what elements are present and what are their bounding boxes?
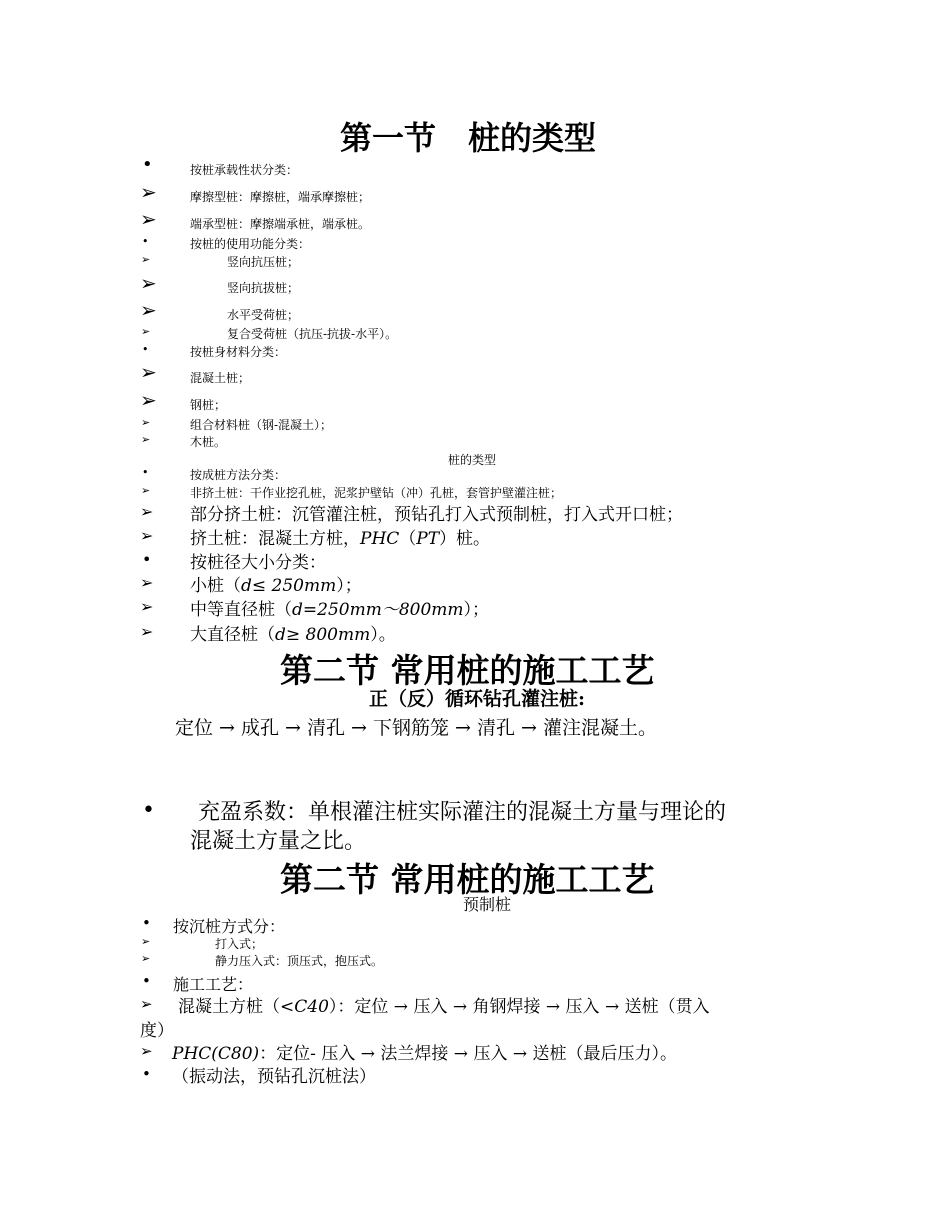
small-formula: d≤ 250mm [241, 576, 337, 596]
arrow-icon: ➢ [140, 526, 154, 545]
arrow-icon: ➢ [141, 484, 151, 497]
center-caption: 桩的类型 [448, 453, 497, 467]
medium-formula: d=250mm～800mm [292, 600, 464, 620]
list-item: 水平受荷桩； [227, 308, 300, 322]
square-pile-wrap: 度） [140, 1021, 174, 1041]
list-item: 钢桩； [190, 398, 227, 412]
section2b-title: 第二节 常用桩的施工工艺 [280, 860, 655, 899]
section2b-subtitle: 预制桩 [463, 895, 512, 914]
list-item: 竖向抗压桩； [227, 255, 300, 269]
medium-prefix: 中等直径桩（ [190, 600, 292, 620]
process-flow: 定位 → 成孔 → 清孔 → 下钢筋笼 → 清孔 → 灌注混凝土。 [175, 717, 657, 739]
paren-open: （ [399, 529, 417, 549]
c40-text: <C40 [280, 997, 329, 1017]
bullet-icon: • [142, 914, 151, 932]
method-header: 按成桩方法分类： [190, 468, 287, 482]
bullet-icon: • [142, 235, 149, 248]
arrow-icon: ➢ [140, 502, 154, 521]
list-item: 静力压入式：顶压式，抱压式。 [215, 954, 384, 968]
list-item: 打入式； [215, 937, 264, 951]
large-prefix: 大直径桩（ [190, 625, 275, 645]
list-item: 组合材料桩（钢-混凝土）； [190, 418, 333, 432]
list-item [190, 595, 489, 620]
list-item: 端承型桩：摩擦端承桩，端承桩。 [190, 217, 371, 231]
vibration-methods: （振动法，预钻孔沉桩法） [172, 1067, 376, 1087]
arrow-icon: ➢ [141, 433, 151, 446]
section2a-subtitle: 正（反）循环钻孔灌注桩: [369, 688, 586, 710]
bullet-icon: • [142, 1065, 151, 1083]
list-item: 非挤土桩：干作业挖孔桩，泥浆护壁钻（冲）孔桩，套管护壁灌注桩； [190, 486, 563, 500]
bullet-icon: • [142, 343, 149, 356]
arrow-icon: ➢ [140, 298, 157, 322]
section2a-title: 第二节 常用桩的施工工艺 [280, 651, 655, 690]
pt-text: PT [416, 529, 440, 549]
arrow-icon: ➢ [140, 573, 154, 592]
medium-suffix: ）； [463, 600, 490, 620]
small-prefix: 小桩（ [190, 576, 241, 596]
arrow-icon: ➢ [141, 253, 151, 266]
arrow-icon: ➢ [140, 995, 153, 1013]
list-item: 摩擦型桩：摩擦桩，端承摩擦桩； [190, 190, 371, 204]
arrow-icon: ➢ [140, 207, 157, 231]
diameter-header: 按桩径大小分类： [190, 553, 326, 573]
fill-coefficient-line1: 充盈系数：单根灌注桩实际灌注的混凝土方量与理论的 [198, 800, 727, 825]
arrow-icon: ➢ [141, 935, 151, 948]
bullet-icon: • [142, 550, 152, 569]
square-prefix: 混凝土方桩（ [178, 997, 280, 1017]
phc-process [172, 1039, 677, 1064]
small-suffix: ）； [336, 576, 362, 596]
phc-label: PHC(C80) [172, 1044, 260, 1064]
bullet-icon: • [142, 798, 155, 823]
arrow-icon: ➢ [140, 388, 157, 412]
list-item [190, 620, 396, 645]
square-pile-process [178, 992, 710, 1017]
arrow-icon: ➢ [141, 416, 151, 429]
bullet-icon: • [142, 466, 149, 479]
function-header: 按桩的使用功能分类： [190, 237, 311, 251]
large-formula: d≥ 800mm [275, 625, 371, 645]
process-header: 施工工艺： [173, 975, 254, 994]
squeeze-prefix: 挤土桩：混凝土方桩， [190, 529, 360, 549]
material-header: 按桩身材料分类： [190, 345, 287, 359]
phc-rest: ：定位- 压入 → 法兰焊接 → 压入 → 送桩（最后压力）。 [259, 1044, 677, 1064]
list-item: 木桩。 [190, 435, 227, 449]
arrow-icon: ➢ [141, 952, 151, 965]
arrow-icon: ➢ [140, 360, 157, 384]
arrow-icon: ➢ [141, 325, 151, 338]
arrow-icon: ➢ [140, 180, 157, 204]
arrow-icon: ➢ [140, 271, 157, 295]
list-item: 复合受荷桩（抗压-抗拔-水平）。 [227, 327, 398, 341]
phc-text: PHC [360, 529, 400, 549]
section1-title: 第一节 桩的类型 [340, 119, 597, 157]
arrow-icon: ➢ [140, 1042, 153, 1060]
list-item: 部分挤土桩：沉管灌注桩，预钻孔打入式预制桩，打入式开口桩； [190, 505, 683, 525]
fill-coefficient-line2: 混凝土方量之比。 [190, 829, 367, 854]
arrow-icon: ➢ [140, 622, 154, 641]
square-rest: ）：定位 → 压入 → 角钢焊接 → 压入 → 送桩（贯入 [328, 997, 710, 1017]
list-item: 混凝土桩； [190, 371, 251, 385]
list-item [190, 524, 490, 549]
arrow-icon: ➢ [140, 597, 154, 616]
squeeze-suffix: ）桩。 [439, 529, 491, 549]
list-item: 竖向抗拔桩； [227, 281, 300, 295]
bullet-icon: • [142, 972, 151, 990]
large-suffix: ）。 [370, 625, 396, 645]
bullet-icon: • [142, 154, 153, 175]
bearing-header: 按桩承载性状分类： [190, 163, 299, 177]
sink-header: 按沉桩方式分： [173, 917, 286, 936]
list-item [190, 571, 362, 596]
